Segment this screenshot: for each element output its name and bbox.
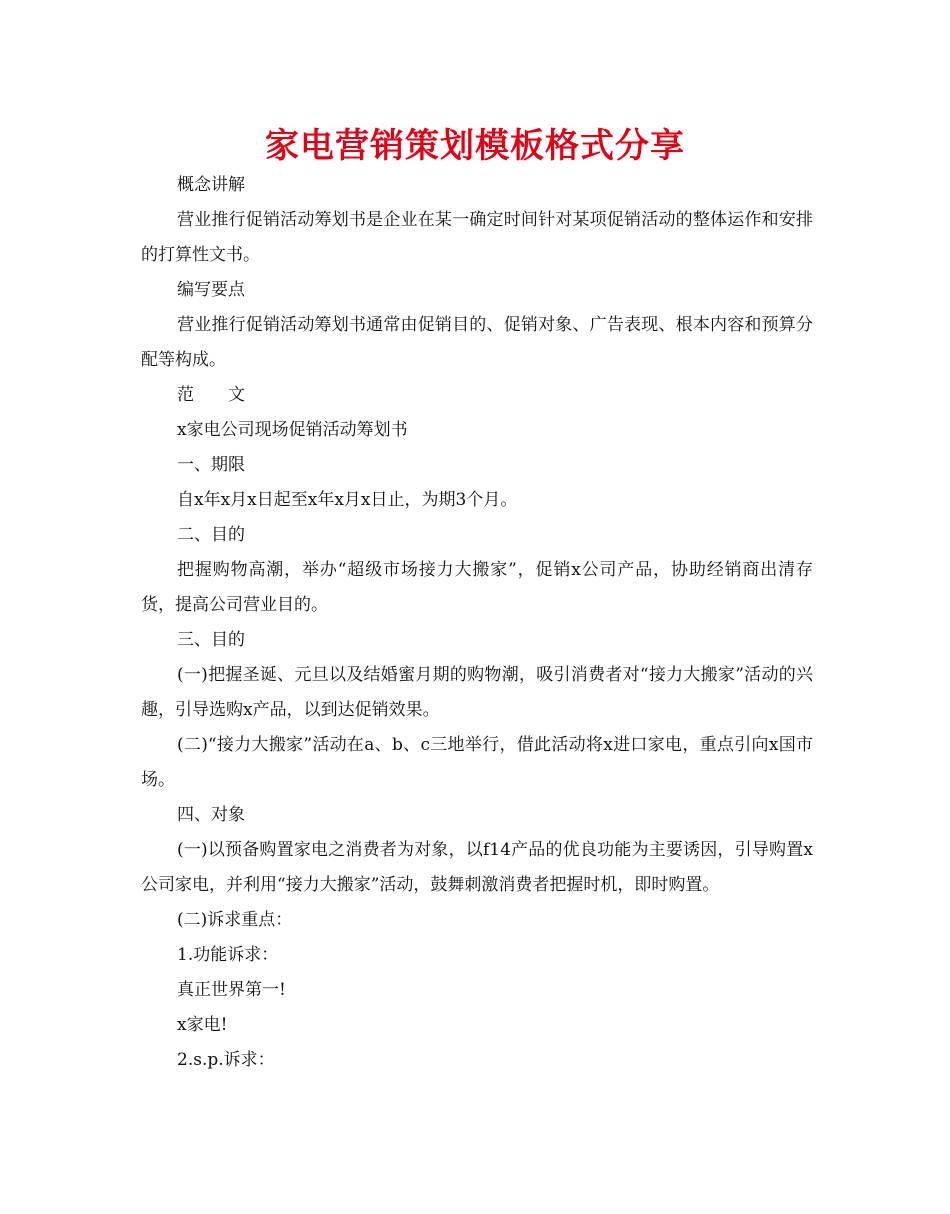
paragraph-plan-title: x家电公司现场促销活动筹划书 <box>177 420 408 440</box>
paragraph-writing-heading: 编写要点 <box>177 280 245 300</box>
paragraph-concept-text: 营业推行促销活动筹划书是企业在某一确定时间针对某项促销活动的整体运作和安排的打算性文书。 <box>141 210 813 265</box>
paragraph-section-goal: 三、目的 <box>177 630 245 650</box>
paragraph-function-appeal: 1.功能诉求： <box>177 945 279 965</box>
paragraph-writing-text: 营业推行促销活动筹划书通常由促销目的、促销对象、广告表现、根本内容和预算分配等构成。 <box>141 315 813 370</box>
paragraph-example-heading: 范 文 <box>177 385 245 405</box>
paragraph-section-target: 四、对象 <box>177 805 245 825</box>
paragraph-sp-appeal: 2.s.p.诉求： <box>177 1050 275 1070</box>
paragraph-target-one: (一)以预备购置家电之消费者为对象，以f14产品的优良功能为主要诱因，引导购置x公司家电，并利用“接力大搬家”活动，鼓舞刺激消费者把握时机，即时购置。 <box>141 840 813 895</box>
paragraph-slogan-one: 真正世界第一! <box>177 980 286 1000</box>
paragraph-appeal-heading: (二)诉求重点： <box>177 910 293 930</box>
document-title: 家电营销策划模板格式分享 <box>265 126 685 166</box>
paragraph-purpose-text: 把握购物高潮，举办“超级市场接力大搬家”，促销x公司产品，协助经销商出清存货，提高公司营业目的。 <box>141 560 813 615</box>
paragraph-period-text: 自x年x月x日起至x年x月x日止，为期3个月。 <box>177 490 518 510</box>
paragraph-section-purpose: 二、目的 <box>177 525 245 545</box>
paragraph-concept-heading: 概念讲解 <box>177 175 245 195</box>
paragraph-slogan-two: x家电! <box>177 1015 228 1035</box>
paragraph-goal-two: (二)“接力大搬家”活动在a、b、c三地举行，借此活动将x进口家电，重点引向x国市场。 <box>141 735 813 790</box>
paragraph-goal-one: (一)把握圣诞、元旦以及结婚蜜月期的购物潮，吸引消费者对“接力大搬家”活动的兴趣，引导选购x产品，以到达促销效果。 <box>141 665 813 720</box>
document-body <box>141 168 813 1078</box>
paragraph-section-period: 一、期限 <box>177 455 245 475</box>
